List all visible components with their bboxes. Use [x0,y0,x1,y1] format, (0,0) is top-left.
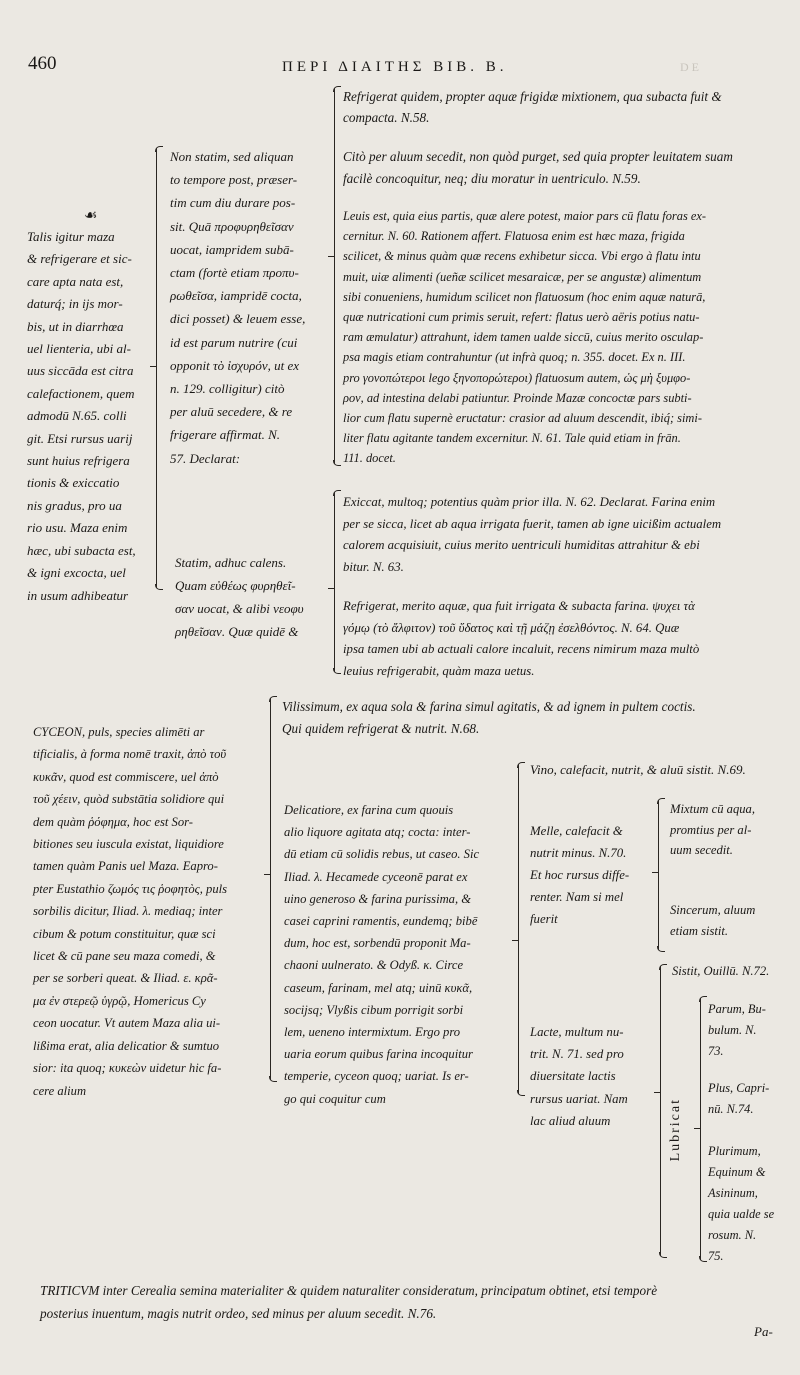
sistit-note-72: Sistit, Ouillū. N.72. [672,964,770,978]
cito-note-59: Citò per aluum secedit, non quòd purget, sed quia propter leuitatem suam facilè concoquitur, neq; diu moratur in uentriculo. N.59. [343,149,733,186]
statim-text: Statim, adhuc calens. Quam εὐθέως φυρηθεῖ- σαν uocat, & alibi νεοφυ ρηθεῖσαν. Quæ quidē & [175,555,304,639]
catchword: Pa- [754,1324,773,1339]
plurimum-text: Plurimum, Equinum & Asininum, quia ualde se rosum. N. 75. [708,1144,775,1263]
delicatiore-brace [518,764,519,1094]
running-title: ΠΕΡΙ ΔΙΑΙΤΗΣ ΒΙΒ. Β. [282,59,508,75]
melle-brace [658,800,659,950]
non-statim-brace [334,88,335,464]
leuis-note-60: Leuis est, quia eius partis, quæ alere potest, maior pars cū flatu foras ex- cernitur. N. 60. Rationem affert. Flatuosa enim est hæc maza, frigida scilicet, & minus quàm quæ recens exhibetur sicca. Vbi ergo à flatu intu muit, uiæ alimenti (ueñæ scilicet mesaraicæ, per se angustæ) alimentum sibi conueniens, humidum scilicet non flatuosum (hoc enim aquæ naturā, quæ nutricationi cum primis seruit, refert: flatus uerò aëris potius natu- ram æmulatur) attrahunt, idem tamen ualde siccū, cuius merito osculap- psa magis etiam contrahuntur (ut infrà quoq; n. 355. docet. Ex n. III. pro γονοπώτεροι lego ξηνοπορώτεροι) flatuosum autem, ὡς μὴ ξυμφο- ρον, ad intestina delabi patiuntur. Proinde Mazæ concoctæ pars subti- lior cum flatu supernè eructatur: crasior ad aluum descendit, ibiq́; simi- liter flatu agitante tandem excernitur. N. 61. Tale quid etiam in frān. 111. docet. [343,209,706,466]
sincerum-text: Sincerum, aluum etiam sistit. [670,903,756,938]
cyceon-brace [270,698,271,1080]
maza-main-brace [156,148,157,588]
plus-text: Plus, Capri- nū. N.74. [708,1081,770,1116]
mixtum-text: Mixtum cū aqua, promtius per al- uum secedit. [670,802,755,857]
cyceon-main-text: CYCEON, puls, species alimēti ar tificialis, à forma nomē traxit, ἀπὸ τοῦ κυκᾶν, quod est commiscere, uel ἀπὸ τοῦ χέειν, quòd substātia solidiore qui dem quàm ῥόφημα, hoc est Sor- bitiones seu iuscula existat, liquidiore tamen quàm Panis uel Maza. Eapro- pter Eustathio ζωμός τις ῥοφητὸς, puls sorbilis dicitur, Iliad. λ. mediaq; inter cibum & potum constituitur, quæ sci licet & cū pane seu maza comedi, & per se sorberi queat. & Iliad. ε. κρᾶ- μα ἐν στερεῷ ὑγρῷ, Homericus Cy ceon uocatur. Vt autem Maza alia ui- lißima erat, alia delicatior & sumtuo sior: ita quoq; κυκεὼν uidetur hic fa- cere alium [33,725,228,1098]
page-number: 460 [28,53,57,74]
delicatiore-text: Delicatiore, ex farina cum quouis alio liquore agitata atq; cocta: inter- dū etiam cū solidis rebus, ut caseo. Sic Iliad. λ. Hecamede cyceonē parat ex uino generoso & farina purissima, & casei caprini ramentis, eundemq; bibē dum, hoc est, sorbendū proponit Ma- chaoni uulnerato. & Odyß. κ. Circe caseum, farinam, mel atq; uinū κυκᾶ, socijsq; Vlyßis cibum porrigit sorbi lem, ueneno intermixtum. Ergo pro uaria eorum quibus farina incoquitur temperie, cyceon quoq; uariat. Is er- go qui coquitur cum [284,803,480,1106]
vilissimum-note-68: Vilissimum, ex aqua sola & farina simul agitatis, & ad ignem in pultem coctis. Qui quidem refrigerat & nutrit. N.68. [282,699,696,736]
refrigerat-note-64: Refrigerat, merito aquæ, qua fuit irrigata & subacta farina. ψυχει τὰ γόμῳ (τὸ ἄλφιτον) τοῦ ὕδατος καὶ τῇ μάζῃ ἐσελθόντος. N. 64. Quæ ipsa tamen ubi ab actuali calore incaluit, recens nimirum maza multò leuius refrigerabit, quàm maza uetus. [343,599,700,678]
exiccat-note-62: Exiccat, multoq; potentius quàm prior illa. N. 62. Declarat. Farina enim per se sicca, licet ab aqua irrigata fuerit, tamen ab igne uicißim actualem calorem acquisiuit, cuius merito uentriculi humiditas attrahitur & ebi bitur. N. 63. [343,495,722,574]
lacte-text: Lacte, multum nu- trit. N. 71. sed pro diuersitate lactis rursus uariat. Nam lac aliud aluum [530,1025,628,1128]
refrigerat-note-58: Refrigerat quidem, propter aquæ frigidæ mixtionem, qua subacta fuit & compacta. N.58. [343,89,722,125]
lubricat-label: Lubricat [668,1098,683,1162]
non-statim-text: Non statim, sed aliquan to tempore post, præser- tim cum diu durare pos- sit. Quā προφυρηθεῖσαν uocat, iampridem subā- ctam (fortè etiam πρoπυ- ρωθεῖσα, iampridē cocta, dici posset) & leuem esse, id est parum nutrire (cui opponit τὸ ἰσχυρόν, ut ex n. 129. colligitur) citò per aluū secedere, & re frigerare affirmat. N. 57. Declarat: [170,149,306,466]
triticum-paragraph: TRITICVM inter Cerealia semina materialiter & quidem naturaliter consideratum, principatum obtinet, etsi temporè posterius inuentum, magis nutrit ordeo, sed minus per aluum secedit. N.76. [40,1283,658,1321]
lubricat-brace [700,998,701,1260]
melle-text: Melle, calefacit & nutrit minus. N.70. Et hoc rursus diffe- renter. Nam si mel fuerit [530,824,630,926]
statim-brace [334,492,335,672]
bleed-through-mark: D E [680,60,699,74]
vino-note-69: Vino, calefacit, nutrit, & aluū sistit. N.69. [530,762,746,777]
parum-text: Parum, Bu- bulum. N. 73. [708,1002,766,1058]
maza-intro-text: Talis igitur maza & refrigerare et sic- care apta nata est, daturq́; in ijs mor- bis, ut in diarrhœa uel lienteria, ubi al- uus siccāda est citra calefactionem, quem admodū N.65. colli git. Etsi rursus uarij sunt huius refrigera tionis & exiccatio nis gradus, pro ua rio usu. Maza enim hæc, ubi subacta est, & igni excocta, uel in usum adhibeatur [27,229,136,603]
lacte-brace [660,966,661,1256]
fleuron-ornament: ☙ [84,208,98,224]
